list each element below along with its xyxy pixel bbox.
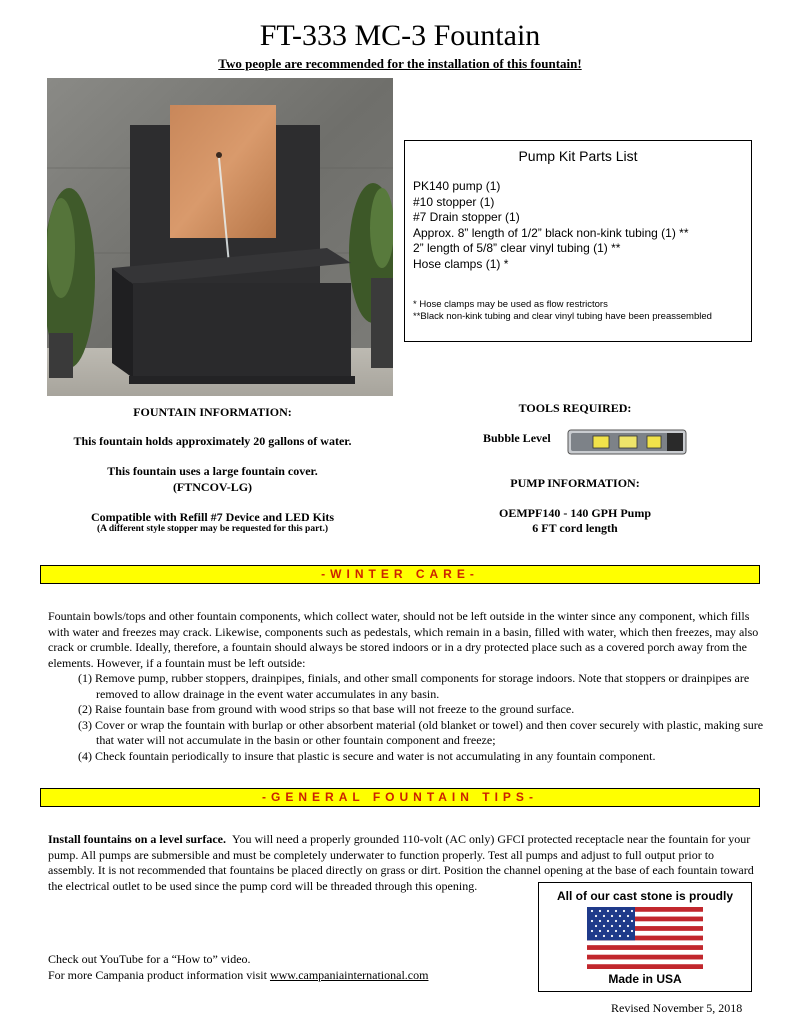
list-item: Approx. 8” length of 1/2” black non-kink tubing (1) ** bbox=[413, 225, 689, 240]
installation-warning: Two people are recommended for the installation of this fountain! bbox=[218, 56, 582, 71]
tools-heading: TOOLS REQUIRED: bbox=[518, 401, 632, 415]
parts-notes bbox=[413, 299, 712, 323]
more-info-line bbox=[48, 968, 428, 983]
document-title: FT-333 MC-3 Fountain bbox=[259, 19, 541, 52]
note-item: * Hose clamps may be used as flow restrictors bbox=[413, 299, 608, 310]
bubble-level-label: Bubble Level bbox=[483, 431, 551, 445]
revision-date: Revised November 5, 2018 bbox=[611, 1001, 743, 1015]
cord-length: 6 FT cord length bbox=[532, 521, 618, 535]
tips-lead: Install fountains on a level surface. bbox=[48, 832, 227, 846]
list-item: #7 Drain stopper (1) bbox=[413, 210, 520, 224]
list-item: 2” length of 5/8” clear vinyl tubing (1) ** bbox=[413, 241, 621, 255]
winter-care-text bbox=[48, 609, 768, 764]
capacity-text: This fountain holds approximately 20 gallons of water. bbox=[73, 434, 352, 448]
fountain-info-heading: FOUNTAIN INFORMATION: bbox=[133, 405, 292, 419]
winter-step: (1) Remove pump, rubber stoppers, drainpipes, finials, and other small components for storage indoors. Note that stoppers or drainpipes are removed to allow drainage in the event water accumulates in any basin. bbox=[78, 671, 750, 701]
compat-note: (A different style stopper may be requested for this part.) bbox=[97, 524, 328, 534]
parts-list bbox=[413, 179, 688, 272]
note-item: **Black non-kink tubing and clear vinyl tubing have been preassembled bbox=[413, 311, 712, 322]
list-item: #10 stopper (1) bbox=[413, 194, 495, 209]
list-item: PK140 pump (1) bbox=[413, 179, 501, 193]
made-in-usa-badge bbox=[538, 882, 752, 992]
cover-code: (FTNCOV-LG) bbox=[172, 480, 253, 494]
badge-bottom-text: Made in USA bbox=[608, 972, 682, 986]
compat-text: Compatible with Refill #7 Device and LED Kits bbox=[91, 510, 334, 524]
badge-top-text: All of our cast stone is proudly bbox=[556, 889, 734, 903]
pump-model: OEMPF140 - 140 GPH Pump bbox=[499, 506, 651, 520]
bubble-level-icon bbox=[567, 428, 687, 456]
general-tips-banner: -GENERAL FOUNTAIN TIPS- bbox=[40, 788, 760, 807]
list-item: Hose clamps (1) * bbox=[413, 256, 509, 271]
parts-list-title: Pump Kit Parts List bbox=[518, 148, 638, 164]
pump-info-heading: PUMP INFORMATION: bbox=[510, 476, 640, 490]
tips-body: You will need a properly grounded 110-volt (AC only) GFCI protected receptacle near the fountain for your pump. All pumps are submersible and must be completely underwater to function properly. Test all pumps and adjust to full output prior to assembly. It is not recommended that fountains be placed directly on grass or dirt. Position the channel opening at the base of each fountain toward the electrical outlet to be used since the pump cord will be threaded through this opening. bbox=[48, 832, 754, 893]
fountain-photo bbox=[47, 78, 393, 396]
campania-website-link[interactable]: www.campaniainternational.com bbox=[269, 968, 429, 982]
pump-kit-parts-box bbox=[404, 140, 752, 342]
winter-intro: Fountain bowls/tops and other fountain components, which collect water, should not be left outside in the winter since any component, which fills with water and freezes may crack. Likewise, components such as pedestals, which remain in a basin, filled with water, which then freezes, may also crack or crumble. Ideally, therefore, a fountain should always be stored indoors or in a dry protected place such as a covered porch away from the elements. However, if a fountain must be left outside: bbox=[48, 609, 759, 670]
more-info-prefix: For more Campania product information visit bbox=[48, 968, 270, 982]
winter-step: (2) Raise fountain base from ground with wood strips so that base will not freeze to the ground surface. bbox=[78, 702, 575, 716]
cover-text: This fountain uses a large fountain cover. bbox=[107, 464, 318, 478]
us-flag-icon bbox=[587, 907, 703, 969]
winter-care-banner: -WINTER CARE- bbox=[40, 565, 760, 584]
winter-step: (3) Cover or wrap the fountain with burlap or other absorbent material (old blanket or towel) and then cover securely with plastic, making sure that water will not accumulate in the basin or other fountain component and freeze; bbox=[78, 717, 764, 747]
winter-step: (4) Check fountain periodically to insure that plastic is secure and water is not accumulating in any fountain component. bbox=[78, 748, 656, 763]
youtube-note: Check out YouTube for a “How to” video. bbox=[48, 952, 251, 966]
